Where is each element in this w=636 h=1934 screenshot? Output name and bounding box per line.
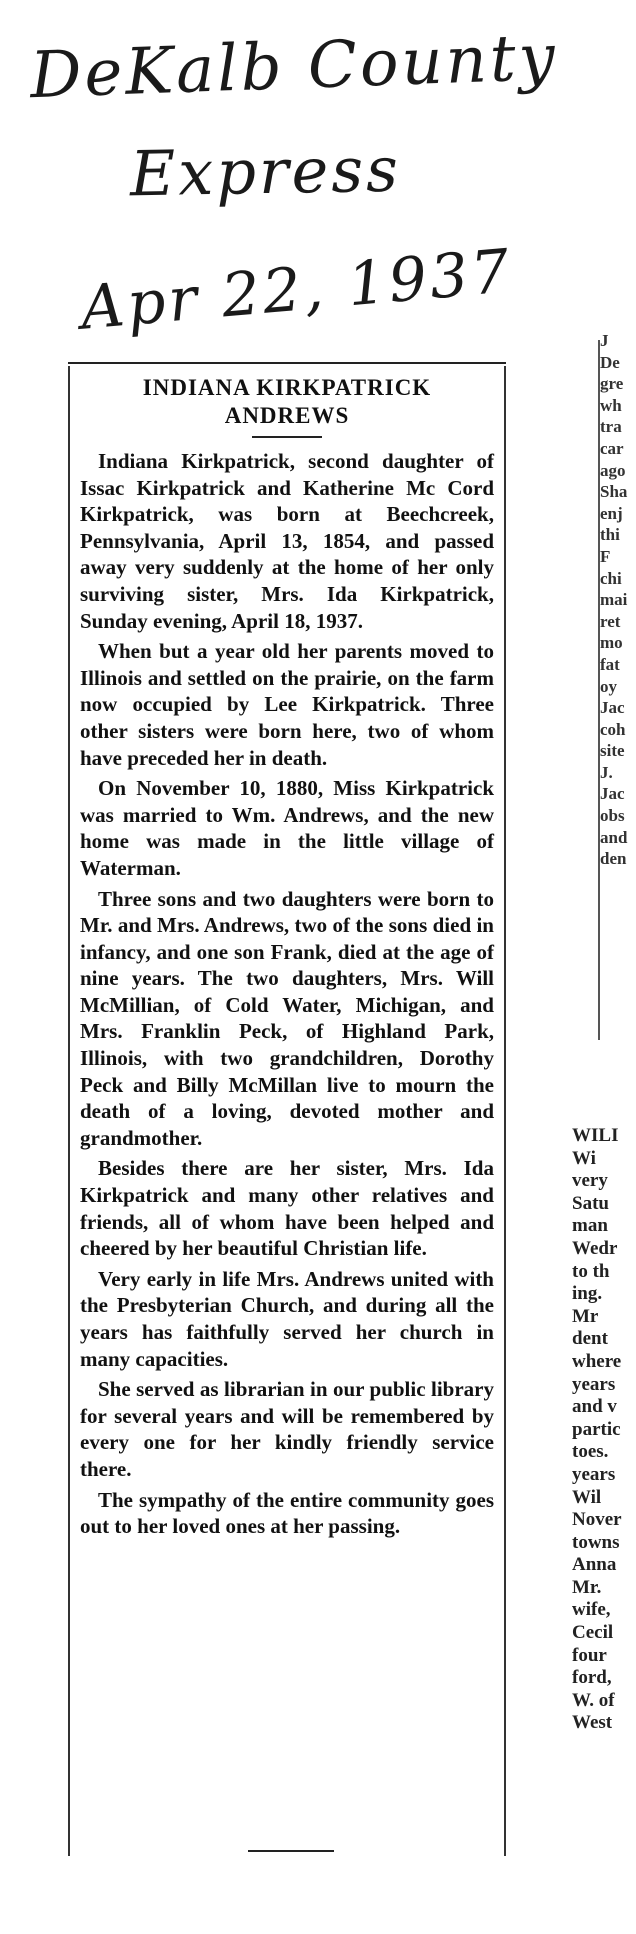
paragraph: On November 10, 1880, Miss Kirkpatrick was married to Wm. Andrews, and the new home was made in the little village of Waterman. (80, 776, 494, 880)
fragment-line: mo (600, 633, 623, 653)
paragraph: When but a year old her parents moved to Illinois and settled on the prairie, on the farm now occupied by Lee Kirkpatrick. Three other sisters were born here, two of whom have preceded her in death. (80, 639, 494, 770)
fragment-line: years (572, 1373, 616, 1395)
fragment-line: chi (600, 568, 622, 588)
fragment-line: enj (600, 503, 623, 523)
fragment-line: ago (600, 460, 626, 480)
fragment-line: Mr (572, 1305, 599, 1327)
fragment-line: very (572, 1170, 608, 1192)
fragment-line: Wi (572, 1147, 596, 1169)
fragment-line: Wedr (572, 1237, 618, 1259)
fragment-line: man (572, 1215, 608, 1237)
left-column-rule (68, 366, 70, 1856)
headline-line-1: INDIANA KIRKPATRICK (142, 375, 432, 400)
paragraph: Besides there are her sister, Mrs. Ida Kirkpatrick and many other relatives and friends, all of whom have been helped and cheered by her beautiful Christian life. (80, 1156, 494, 1261)
fragment-line: towns (572, 1531, 620, 1553)
fragment-line: Satu (572, 1192, 609, 1214)
fragment-line: F (600, 546, 611, 566)
fragment-line: years (572, 1463, 616, 1485)
fragment-line: Wil (572, 1486, 602, 1508)
paragraph: She served as librarian in our public library for several years and will be remembered by every one for her kindly friendly service there. (80, 1377, 494, 1481)
fragment-line: WILI (572, 1125, 619, 1146)
handwritten-date: Apr 22, 1937 (77, 236, 515, 344)
fragment-line: Nover (572, 1509, 622, 1531)
article-headline (80, 374, 494, 430)
fragment-line: ret (600, 611, 621, 631)
fragment-line: to th (572, 1260, 610, 1282)
fragment-line: J. (600, 762, 613, 782)
fragment-line: Anna (572, 1554, 617, 1576)
fragment-line: partic (572, 1418, 621, 1440)
headline-separator (252, 436, 322, 438)
fragment-line: site (600, 741, 625, 761)
fragment-line: Mr. (572, 1576, 602, 1598)
handwritten-newspaper-name: DeKalb County (28, 20, 559, 114)
fragment-line: where (572, 1350, 622, 1372)
fragment-line: De (600, 352, 620, 372)
fragment-line: J (600, 331, 609, 350)
neighbor-column-fragment (600, 330, 636, 870)
fragment-line: four (572, 1644, 607, 1666)
fragment-line: and (600, 827, 628, 847)
fragment-line: oy (600, 676, 617, 696)
fragment-line: Cecil (572, 1622, 614, 1644)
fragment-line: dent (572, 1328, 608, 1350)
fragment-line: obs (600, 806, 625, 826)
paragraph: Very early in life Mrs. Andrews united with the Presbyterian Church, and during all the years has faithfully served her church in many capacities. (80, 1266, 494, 1371)
handwritten-newspaper-name-continued: Express (129, 132, 402, 211)
fragment-line: and v (572, 1396, 617, 1418)
fragment-line: coh (600, 719, 626, 739)
fragment-line: mai (600, 590, 628, 610)
right-column-rule (504, 366, 506, 1856)
fragment-line: Jac (600, 784, 625, 804)
fragment-line: wh (600, 395, 622, 415)
fragment-line: car (600, 438, 624, 458)
headline-line-2: ANDREWS (224, 403, 350, 428)
fragment-line: tra (600, 417, 622, 437)
fragment-line: wife, (572, 1599, 611, 1621)
fragment-line: ing. (572, 1283, 603, 1305)
paragraph: Indiana Kirkpatrick, second daughter of Issac Kirkpatrick and Katherine Mc Cord Kirkpatrick, was born at Beechcreek, Pennsylvania, April 13, 1854, and passed away very suddenly at the home of her only surviving sister, Mrs. Ida Kirkpatrick, Sunday evening, April 18, 1937. (80, 449, 494, 633)
fragment-line: West (572, 1712, 613, 1734)
fragment-line: Jac (600, 698, 625, 718)
paragraph: Three sons and two daughters were born to Mr. and Mrs. Andrews, two of the sons died in infancy, and one son Frank, died at the age of nine years. The two daughters, Mrs. Will McMillian, of Cold Water, Michigan, and Mrs. Franklin Peck, of Highland Park, Illinois, with two grandchildren, Dorothy Peck and Billy McMillan live to mourn the death of a loving, devoted mother and grandmother. (80, 886, 494, 1150)
fragment-line: gre (600, 374, 624, 394)
newspaper-clipping (68, 362, 506, 1860)
fragment-line: W. of (572, 1689, 615, 1711)
fragment-line: thi (600, 525, 620, 545)
article-body (80, 448, 494, 1540)
fragment-line: ford, (572, 1667, 612, 1689)
fragment-line: Sha (600, 482, 628, 502)
fragment-line: toes. (572, 1441, 609, 1463)
obituary-article (80, 374, 494, 1544)
neighbor-article-fragment (572, 1125, 636, 1735)
end-rule (248, 1850, 334, 1852)
paragraph: The sympathy of the entire community goes out to her loved ones at her passing. (80, 1487, 494, 1539)
top-rule (68, 362, 506, 364)
fragment-line: fat (600, 654, 620, 674)
fragment-line: den (600, 849, 627, 869)
